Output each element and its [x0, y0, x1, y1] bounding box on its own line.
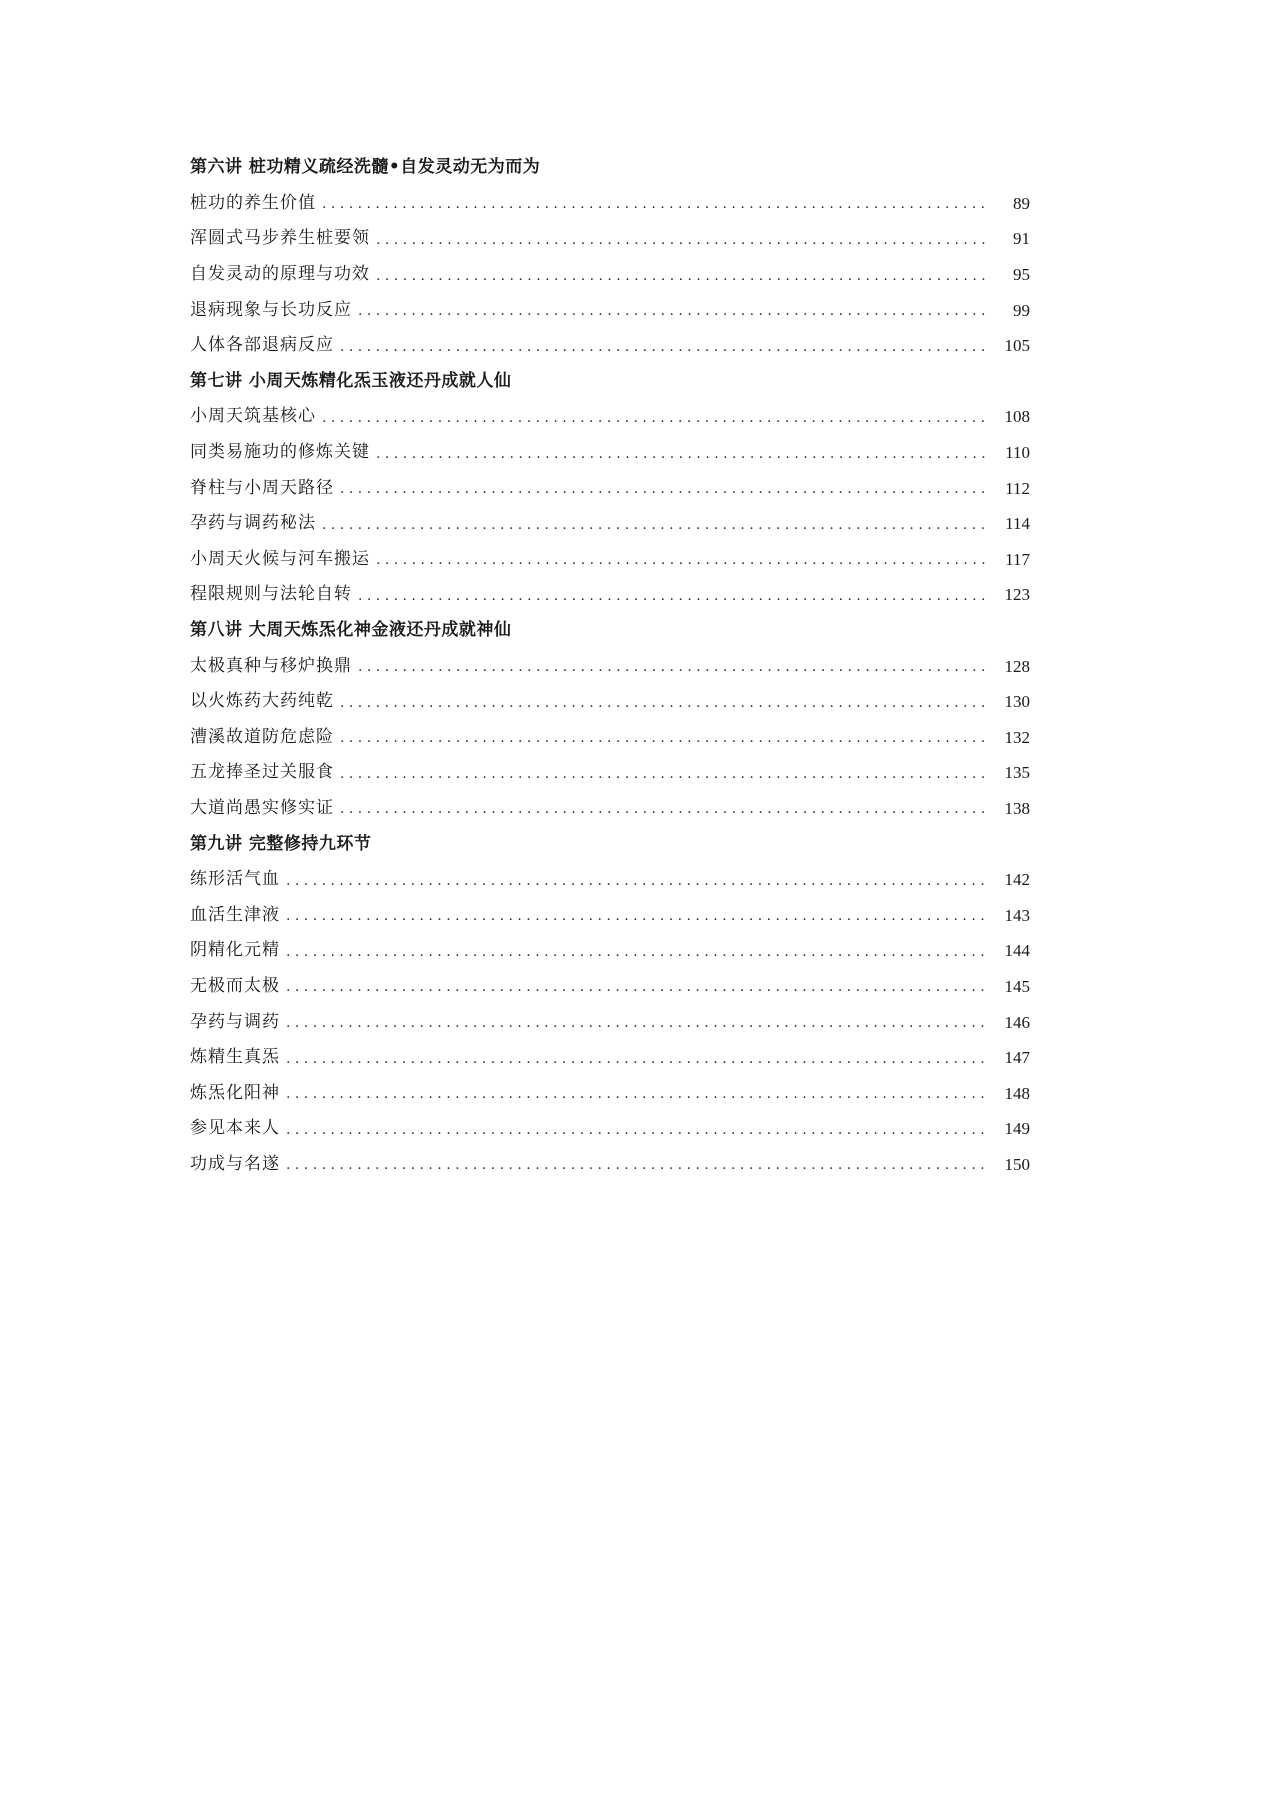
- entry-title: 炼炁化阳神: [190, 1082, 280, 1103]
- entry-title: 五龙捧圣过关服食: [190, 762, 334, 783]
- dot-leader: [286, 1014, 990, 1030]
- dot-leader: [358, 587, 990, 603]
- dot-leader: [358, 302, 990, 318]
- page-number: 110: [1005, 443, 1030, 463]
- page-number: 89: [1013, 193, 1030, 213]
- dot-leader: [286, 1156, 990, 1172]
- toc-entry[interactable]: [190, 257, 1030, 293]
- toc-entry[interactable]: [190, 470, 1030, 506]
- dot-leader: [286, 1050, 990, 1066]
- dot-leader: [286, 1121, 990, 1137]
- dot-leader: [358, 658, 990, 674]
- entry-title: 小周天火候与河车搬运: [190, 548, 370, 569]
- toc-entry[interactable]: [190, 1075, 1030, 1111]
- page-number: 145: [1004, 976, 1030, 996]
- toc-entry[interactable]: [190, 862, 1030, 898]
- page-number: 108: [1004, 407, 1030, 427]
- table-of-contents: [190, 150, 1030, 1182]
- toc-entry[interactable]: [190, 969, 1030, 1005]
- toc-entry[interactable]: [190, 435, 1030, 471]
- dot-leader: [286, 978, 990, 994]
- toc-entry[interactable]: [190, 1040, 1030, 1076]
- entry-title: 大道尚愚实修实证: [190, 797, 334, 818]
- page-number: 142: [1004, 870, 1030, 890]
- page-number: 150: [1004, 1154, 1030, 1174]
- toc-entry[interactable]: [190, 577, 1030, 613]
- page-number: 117: [1005, 549, 1030, 569]
- page-number: 105: [1004, 336, 1030, 356]
- entry-title: 孕药与调药秘法: [190, 513, 316, 534]
- dot-leader: [322, 516, 990, 532]
- page-number: 147: [1004, 1048, 1030, 1068]
- dot-leader: [376, 267, 990, 283]
- chapter-heading: 第八讲 大周天炼炁化神金液还丹成就神仙: [190, 620, 512, 641]
- toc-entry[interactable]: [190, 399, 1030, 435]
- page-number: 135: [1004, 763, 1030, 783]
- entry-title: 脊柱与小周天路径: [190, 477, 334, 498]
- dot-leader: [340, 800, 990, 816]
- page-number: 144: [1004, 941, 1030, 961]
- entry-title: 太极真种与移炉换鼎: [190, 655, 352, 676]
- dot-leader: [286, 943, 990, 959]
- entry-title: 以火炼药大药纯乾: [190, 691, 334, 712]
- dot-leader: [376, 445, 990, 461]
- page-number: 123: [1004, 585, 1030, 605]
- entry-title: 自发灵动的原理与功效: [190, 264, 370, 285]
- dot-leader: [340, 480, 990, 496]
- entry-title: 孕药与调药: [190, 1011, 280, 1032]
- page-number: 114: [1005, 514, 1030, 534]
- dot-leader: [322, 409, 990, 425]
- entry-title: 练形活气血: [190, 869, 280, 890]
- page-number: 138: [1004, 798, 1030, 818]
- entry-title: 浑圆式马步养生桩要领: [190, 228, 370, 249]
- dot-leader: [286, 1085, 990, 1101]
- toc-entry[interactable]: [190, 221, 1030, 257]
- chapter-heading: 第七讲 小周天炼精化炁玉液还丹成就人仙: [190, 370, 512, 391]
- toc-entry[interactable]: [190, 720, 1030, 756]
- dot-leader: [340, 765, 990, 781]
- entry-title: 同类易施功的修炼关键: [190, 442, 370, 463]
- entry-title: 血活生津液: [190, 904, 280, 925]
- entry-title: 小周天筑基核心: [190, 406, 316, 427]
- toc-entry[interactable]: [190, 1004, 1030, 1040]
- toc-entry[interactable]: [190, 186, 1030, 222]
- dot-leader: [376, 551, 990, 567]
- toc-entry[interactable]: [190, 292, 1030, 328]
- dot-leader: [286, 907, 990, 923]
- toc-entry[interactable]: [190, 542, 1030, 578]
- dot-leader: [340, 338, 990, 354]
- toc-entry[interactable]: [190, 1111, 1030, 1147]
- page-number: 95: [1013, 265, 1030, 285]
- page-number: 99: [1013, 300, 1030, 320]
- entry-title: 程限规则与法轮自转: [190, 584, 352, 605]
- toc-entry[interactable]: [190, 328, 1030, 364]
- page-number: 146: [1004, 1012, 1030, 1032]
- entry-title: 炼精生真炁: [190, 1047, 280, 1068]
- entry-title: 退病现象与长功反应: [190, 299, 352, 320]
- page-number: 112: [1005, 478, 1030, 498]
- entry-title: 桩功的养生价值: [190, 192, 316, 213]
- page-number: 91: [1013, 229, 1030, 249]
- chapter-heading: 第六讲 桩功精义疏经洗髓•自发灵动无为而为: [190, 157, 541, 178]
- entry-title: 无极而太极: [190, 975, 280, 996]
- chapter-heading: 第九讲 完整修持九环节: [190, 833, 372, 854]
- toc-entry[interactable]: [190, 933, 1030, 969]
- toc-entry[interactable]: [190, 755, 1030, 791]
- entry-title: 阴精化元精: [190, 940, 280, 961]
- entry-title: 功成与名遂: [190, 1153, 280, 1174]
- entry-title: 人体各部退病反应: [190, 335, 334, 356]
- dot-leader: [340, 694, 990, 710]
- entry-title: 参见本来人: [190, 1118, 280, 1139]
- page-number: 143: [1004, 905, 1030, 925]
- page-number: 149: [1004, 1119, 1030, 1139]
- page-number: 128: [1004, 656, 1030, 676]
- page-number: 132: [1004, 727, 1030, 747]
- page-number: 148: [1004, 1083, 1030, 1103]
- entry-title: 漕溪故道防危虑险: [190, 726, 334, 747]
- toc-entry[interactable]: [190, 1147, 1030, 1183]
- toc-entry[interactable]: [190, 897, 1030, 933]
- toc-entry[interactable]: [190, 506, 1030, 542]
- page-number: 130: [1004, 692, 1030, 712]
- dot-leader: [286, 872, 990, 888]
- toc-entry[interactable]: [190, 684, 1030, 720]
- dot-leader: [376, 231, 990, 247]
- toc-entry[interactable]: [190, 648, 1030, 684]
- dot-leader: [322, 195, 990, 211]
- toc-entry[interactable]: [190, 791, 1030, 827]
- dot-leader: [340, 729, 990, 745]
